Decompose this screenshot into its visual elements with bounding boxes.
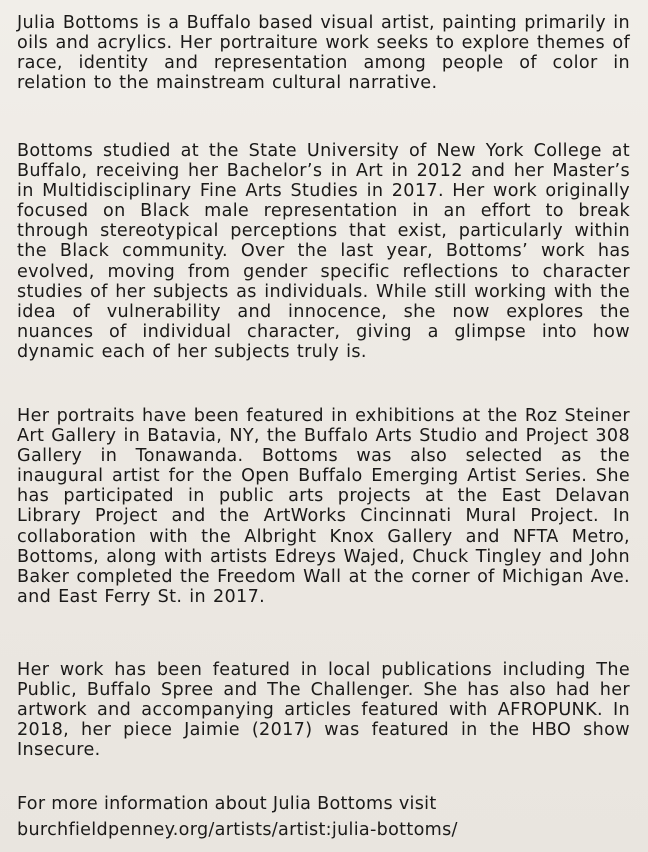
artist-page-link[interactable]: burchfieldpenney.org/artists/artist:julia-bottoms/ [17, 820, 458, 840]
bio-paragraph-publications: Her work has been featured in local publications including The Public, Buffalo Spree and The Challenger. She has also had her artwork and accompanying articles featured with AFROPUNK. In 2018, her piece Jaimie (2017) was featured in the HBO show Insecure. [17, 660, 630, 761]
bio-paragraph-exhibitions: Her portraits have been featured in exhibitions at the Roz Steiner Art Gallery in Batavia, NY, the Buffalo Arts Studio and Project 308 Gallery in Tonawanda. Bottoms was also selected as the inaugural artist for the Open Buffalo Emerging Artist Series. She has participated in public arts projects at the East Delavan Library Project and the ArtWorks Cincinnati Mural Project. In collaboration with the Albright Knox Gallery and NFTA Metro, Bottoms, along with artists Edreys Wajed, Chuck Tingley and John Baker completed the Freedom Wall at the corner of Michigan Ave. and East Ferry St. in 2017. [17, 406, 630, 607]
bio-paragraph-intro: Julia Bottoms is a Buffalo based visual artist, painting primarily in oils and acrylics. Her portraiture work seeks to explore themes of race, identity and representation among people of color in relation to the mainstream cultural narrative. [17, 13, 630, 94]
bio-paragraph-education: Bottoms studied at the State University of New York College at Buffalo, receiving her Bachelor’s in Art in 2012 and her Master’s in Multidisciplinary Fine Arts Studies in 2017. Her work originally focused on Black male representation in an effort to break through stereotypical perceptions that exist, particularly within the Black community. Over the last year, Bottoms’ work has evolved, moving from gender specific reflections to character studies of her subjects as individuals. While still working with the idea of vulnerability and innocence, she now explores the nuances of individual character, giving a glimpse into how dynamic each of her subjects truly is. [17, 141, 630, 362]
more-info-text: For more information about Julia Bottoms visit [17, 794, 437, 814]
